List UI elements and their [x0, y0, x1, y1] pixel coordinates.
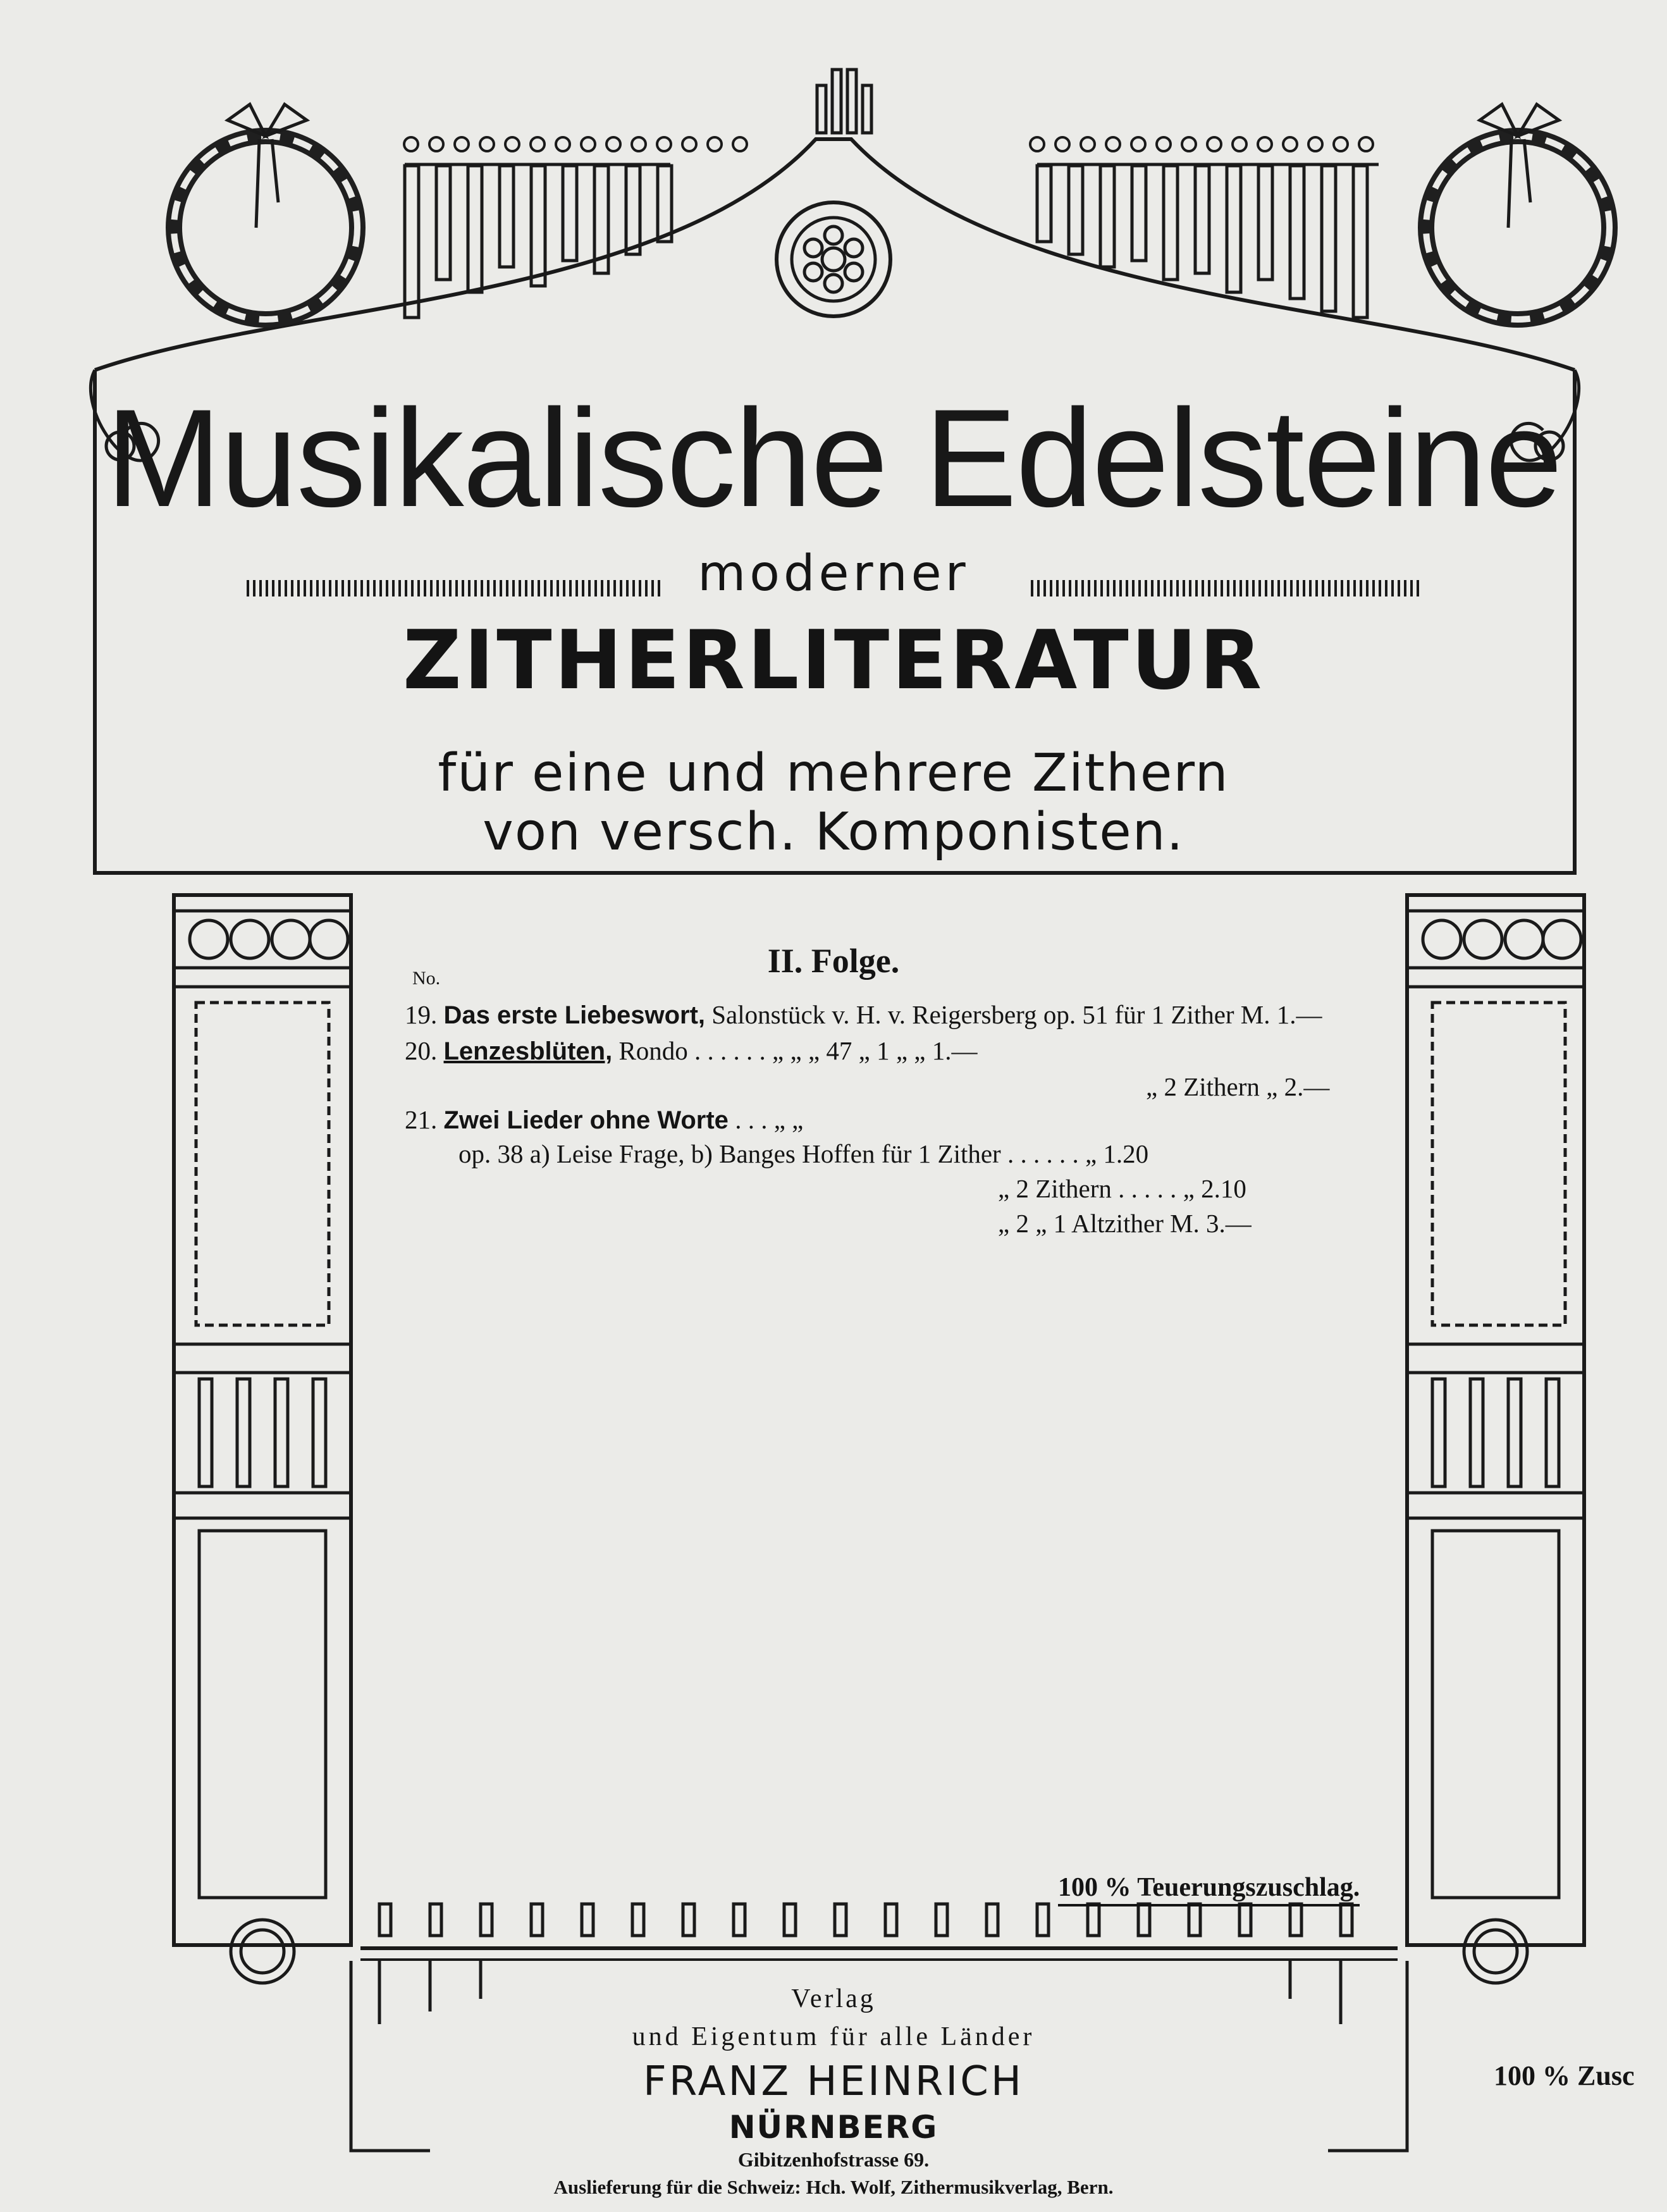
entry-number: 21.: [405, 1105, 444, 1134]
wreath-right: [1426, 104, 1609, 319]
publisher-verlag: Verlag: [791, 1984, 876, 2013]
number-column-label: No.: [412, 968, 441, 989]
catalog-entry: [405, 999, 1322, 1030]
main-title: Musikalische Edelsteine: [106, 380, 1561, 536]
catalog-entry-subline: op. 38 a) Leise Frage, b) Banges Hoffen für 1 Zither . . . . . . „ 1.20: [458, 1139, 1149, 1168]
entry-title: Lenzesblüten,: [443, 1037, 613, 1065]
catalog-entry: [405, 1035, 978, 1066]
catalog-entry-price: „ 2 Zithern . . . . . „ 2.10: [998, 1174, 1246, 1203]
catalog-entry: [405, 1104, 803, 1135]
entry-details: . . . „ „: [728, 1105, 804, 1134]
circle-row-top-left: [404, 137, 747, 151]
publisher-street: Gibitzenhofstrasse 69.: [737, 2148, 930, 2171]
subtitle-composers: von versch. Komponisten.: [483, 802, 1184, 862]
rosette-top: [777, 202, 890, 316]
series-heading: II. Folge.: [767, 942, 900, 980]
entry-number: 19.: [405, 1000, 444, 1029]
entry-number: 20.: [405, 1036, 444, 1065]
column-left: [174, 895, 351, 1983]
pipes-top-center: [817, 70, 871, 133]
publisher-name: FRANZ HEINRICH: [643, 2058, 1024, 2105]
subtitle-instruments: für eine und mehrere Zithern: [438, 743, 1229, 803]
publisher-rights: und Eigentum für alle Länder: [632, 2022, 1035, 2051]
column-right: [1407, 895, 1584, 1983]
publisher-city: NÜRNBERG: [729, 2109, 938, 2146]
catalog-entry-price: „ 2 Zithern „ 2.—: [1146, 1072, 1330, 1101]
entry-title: Das erste Liebeswort,: [443, 1001, 705, 1029]
wreath-left: [174, 104, 357, 319]
entry-title: Zwei Lieder ohne Worte: [443, 1106, 729, 1134]
entry-details: Salonstück v. H. v. Reigersberg op. 51 für 1 Zither M. 1.—: [705, 1000, 1322, 1029]
subtitle-moderner: moderner: [698, 545, 969, 602]
surcharge-note: 100 % Teuerungszuschlag.: [1058, 1872, 1360, 1906]
circle-row-top-right: [1030, 137, 1373, 151]
surcharge-stamp: 100 % Zusc: [1494, 2060, 1635, 2091]
entry-details: Rondo . . . . . . „ „ „ 47 „ 1 „ „ 1.—: [612, 1036, 978, 1065]
subtitle-zitherliteratur: ZITHERLITERATUR: [402, 614, 1265, 708]
publisher-swiss-distribution: Auslieferung für die Schweiz: Hch. Wolf, Zithermusikverlag, Bern.: [553, 2176, 1114, 2198]
catalog-entry-price: „ 2 „ 1 Altzither M. 3.—: [998, 1209, 1252, 1238]
